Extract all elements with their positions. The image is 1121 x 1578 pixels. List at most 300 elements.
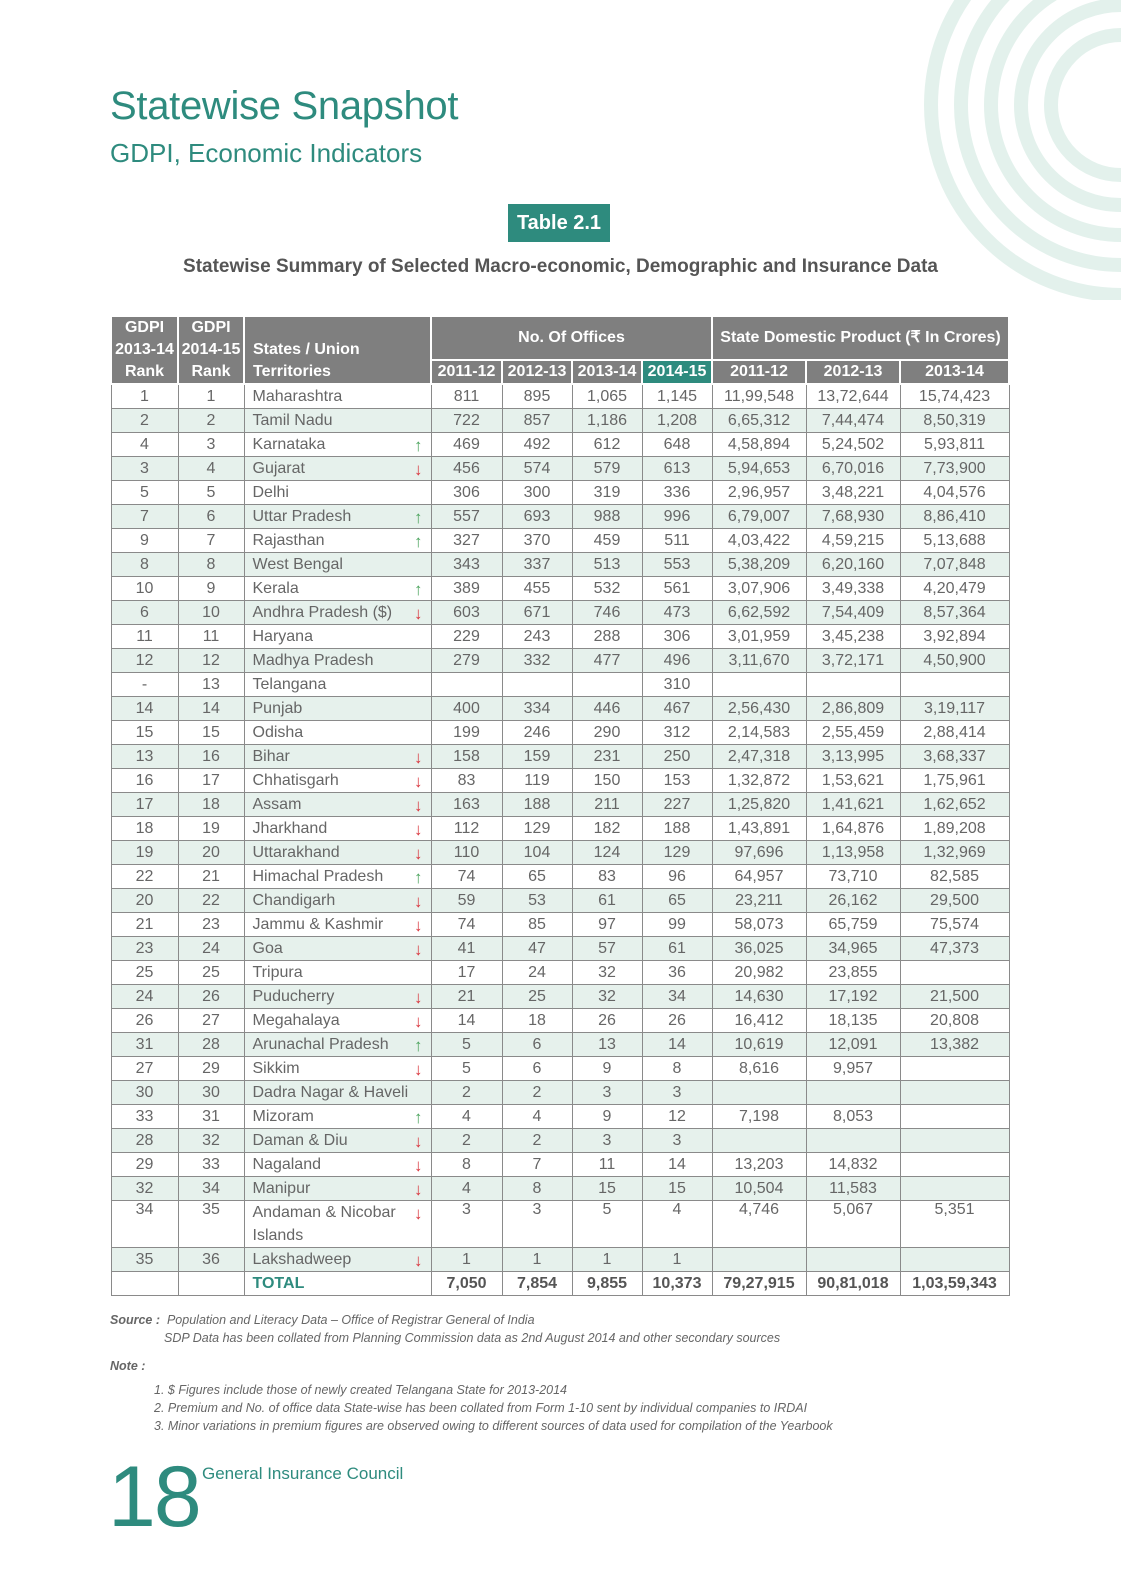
statewise-summary-table — [110, 315, 1010, 1296]
state-name: Chhatisgarh — [252, 772, 339, 789]
state-name: Telangana — [252, 676, 327, 693]
sdp-2011-12-cell: 8,616 — [712, 1057, 806, 1081]
rank-up-arrow-icon: ↑ — [414, 436, 423, 455]
offices-2013-14-cell: 150 — [572, 769, 642, 793]
offices-2014-15-cell: 3 — [642, 1081, 712, 1105]
state-name: Sikkim — [252, 1060, 300, 1077]
sdp-2011-12-cell: 2,14,583 — [712, 721, 806, 745]
rank-2014-15-cell: 36 — [178, 1248, 244, 1272]
rank-2014-15-cell: 18 — [178, 793, 244, 817]
rank-2013-14-cell: 7 — [111, 505, 178, 529]
rank-down-arrow-icon: ↓ — [414, 748, 423, 767]
offices-2012-13-cell: 7 — [502, 1153, 572, 1177]
sdp-2011-12-cell: 4,58,894 — [712, 433, 806, 457]
rank-2014-15-cell: 6 — [178, 505, 244, 529]
offices-2013-14-cell: 124 — [572, 841, 642, 865]
rank-2014-15-cell: 32 — [178, 1129, 244, 1153]
offices-2014-15-cell: 188 — [642, 817, 712, 841]
offices-2012-13-cell: 65 — [502, 865, 572, 889]
sdp-2012-13-cell — [806, 1081, 900, 1105]
state-name: Arunachal Pradesh — [252, 1036, 389, 1053]
state-name-cell — [244, 625, 431, 649]
rank-2013-14-cell: 23 — [111, 937, 178, 961]
state-name-cell — [244, 1153, 431, 1177]
offices-2012-13-cell: 243 — [502, 625, 572, 649]
offices-2013-14-cell: 97 — [572, 913, 642, 937]
offices-2013-14-cell: 1 — [572, 1248, 642, 1272]
sdp-2013-14-cell: 29,500 — [900, 889, 1009, 913]
rank-2013-14-cell: 13 — [111, 745, 178, 769]
offices-2014-15-cell: 96 — [642, 865, 712, 889]
offices-2013-14-cell: 446 — [572, 697, 642, 721]
offices-2012-13-cell: 671 — [502, 601, 572, 625]
rank-2013-14-cell: 8 — [111, 553, 178, 577]
sdp-2012-13-cell — [806, 673, 900, 697]
sdp-2012-13-cell: 5,24,502 — [806, 433, 900, 457]
sdp-2012-13-cell: 12,091 — [806, 1033, 900, 1057]
offices-2014-15-cell: 306 — [642, 625, 712, 649]
sdp-2013-14-cell: 20,808 — [900, 1009, 1009, 1033]
offices-2014-15-cell: 312 — [642, 721, 712, 745]
sdp-2012-13-cell: 3,45,238 — [806, 625, 900, 649]
rank-2013-14-cell: 17 — [111, 793, 178, 817]
rank-2014-15-cell: 7 — [178, 529, 244, 553]
offices-2012-13-cell: 53 — [502, 889, 572, 913]
sdp-2012-13-cell: 1,13,958 — [806, 841, 900, 865]
offices-2013-14-cell — [572, 673, 642, 697]
offices-2013-14-cell: 1,065 — [572, 384, 642, 409]
table-row — [111, 529, 1009, 553]
offices-2014-15-cell: 648 — [642, 433, 712, 457]
table-row — [111, 1105, 1009, 1129]
rank-2013-14-cell: 34 — [111, 1201, 178, 1248]
sdp-2013-14-cell: 21,500 — [900, 985, 1009, 1009]
total-empty-cell — [111, 1272, 178, 1296]
sdp-2011-12-cell — [712, 1129, 806, 1153]
offices-2014-15-cell: 12 — [642, 1105, 712, 1129]
offices-2011-12-cell: 112 — [431, 817, 502, 841]
offices-2012-13-cell: 2 — [502, 1081, 572, 1105]
offices-2014-15-cell: 336 — [642, 481, 712, 505]
table-row — [111, 409, 1009, 433]
offices-2012-13-cell: 455 — [502, 577, 572, 601]
state-name-cell — [244, 889, 431, 913]
sdp-2013-14-cell — [900, 1057, 1009, 1081]
sdp-2012-13-cell: 2,86,809 — [806, 697, 900, 721]
offices-2014-15-cell: 1,145 — [642, 384, 712, 409]
offices-2014-15-cell: 14 — [642, 1153, 712, 1177]
rank-down-arrow-icon: ↓ — [414, 820, 423, 839]
state-name-cell — [244, 817, 431, 841]
state-name-cell — [244, 1057, 431, 1081]
table-row — [111, 1129, 1009, 1153]
offices-2013-14-cell: 32 — [572, 961, 642, 985]
rank-2013-14-cell: 19 — [111, 841, 178, 865]
table-caption: Statewise Summary of Selected Macro-economic, Demographic and Insurance Data — [183, 256, 938, 277]
offices-2013-14-cell: 211 — [572, 793, 642, 817]
state-name: Odisha — [252, 724, 304, 741]
offices-2013-14-cell: 5 — [572, 1201, 642, 1248]
table-row — [111, 577, 1009, 601]
sdp-2011-12-cell: 5,94,653 — [712, 457, 806, 481]
state-name-cell — [244, 433, 431, 457]
offices-2014-15-cell: 15 — [642, 1177, 712, 1201]
state-name-cell — [244, 1201, 431, 1248]
table-row — [111, 384, 1009, 409]
sdp-2013-14-cell: 1,75,961 — [900, 769, 1009, 793]
offices-2011-12-cell: 59 — [431, 889, 502, 913]
rank-2013-14-cell: 27 — [111, 1057, 178, 1081]
total-label: TOTAL — [244, 1272, 431, 1296]
rank-up-arrow-icon: ↑ — [414, 508, 423, 527]
sdp-2013-14-cell: 82,585 — [900, 865, 1009, 889]
table-row — [111, 1081, 1009, 1105]
sdp-2013-14-cell — [900, 673, 1009, 697]
table-row — [111, 1177, 1009, 1201]
rank-2013-14-cell: 18 — [111, 817, 178, 841]
sdp-2013-14-cell — [900, 1177, 1009, 1201]
sdp-2013-14-cell: 3,19,117 — [900, 697, 1009, 721]
footnotes — [110, 1357, 833, 1435]
sdp-2013-14-cell — [900, 1248, 1009, 1272]
header-offices-2012-13: 2012-13 — [502, 360, 572, 384]
sdp-2013-14-cell: 3,92,894 — [900, 625, 1009, 649]
total-cell: 9,855 — [572, 1272, 642, 1296]
offices-2012-13-cell: 332 — [502, 649, 572, 673]
sdp-2011-12-cell: 2,56,430 — [712, 697, 806, 721]
sdp-2011-12-cell: 6,79,007 — [712, 505, 806, 529]
rank-2013-14-cell: 16 — [111, 769, 178, 793]
rank-2014-15-cell: 9 — [178, 577, 244, 601]
state-name-cell — [244, 457, 431, 481]
offices-2012-13-cell: 857 — [502, 409, 572, 433]
offices-2014-15-cell: 129 — [642, 841, 712, 865]
offices-2012-13-cell: 492 — [502, 433, 572, 457]
offices-2014-15-cell: 613 — [642, 457, 712, 481]
sdp-2011-12-cell: 3,11,670 — [712, 649, 806, 673]
state-name: Rajasthan — [252, 532, 325, 549]
offices-2012-13-cell: 24 — [502, 961, 572, 985]
state-name-cell — [244, 1081, 431, 1105]
table-row — [111, 673, 1009, 697]
state-name: Andaman & Nicobar Islands — [252, 1204, 396, 1244]
rank-2014-15-cell: 21 — [178, 865, 244, 889]
sdp-2011-12-cell: 36,025 — [712, 937, 806, 961]
offices-2011-12-cell: 1 — [431, 1248, 502, 1272]
sdp-2012-13-cell: 73,710 — [806, 865, 900, 889]
state-name: Maharashtra — [252, 388, 343, 405]
rank-2014-15-cell: 22 — [178, 889, 244, 913]
page-number: 18 — [108, 1449, 200, 1545]
total-cell: 79,27,915 — [712, 1272, 806, 1296]
offices-2013-14-cell: 83 — [572, 865, 642, 889]
offices-2014-15-cell: 153 — [642, 769, 712, 793]
rank-down-arrow-icon: ↓ — [414, 460, 423, 479]
state-name-cell — [244, 769, 431, 793]
sdp-2011-12-cell: 10,504 — [712, 1177, 806, 1201]
sdp-2013-14-cell — [900, 1105, 1009, 1129]
state-name: Uttarakhand — [252, 844, 340, 861]
offices-2014-15-cell: 1 — [642, 1248, 712, 1272]
table-row — [111, 625, 1009, 649]
state-name: Karnataka — [252, 436, 326, 453]
offices-2011-12-cell: 279 — [431, 649, 502, 673]
rank-down-arrow-icon: ↓ — [414, 916, 423, 935]
sdp-2012-13-cell: 2,55,459 — [806, 721, 900, 745]
sdp-2013-14-cell: 4,20,479 — [900, 577, 1009, 601]
offices-2011-12-cell: 41 — [431, 937, 502, 961]
offices-2011-12-cell: 603 — [431, 601, 502, 625]
rank-up-arrow-icon: ↑ — [414, 868, 423, 887]
table-row — [111, 889, 1009, 913]
rank-down-arrow-icon: ↓ — [414, 604, 423, 623]
state-name-cell — [244, 505, 431, 529]
sdp-2012-13-cell: 3,49,338 — [806, 577, 900, 601]
offices-2013-14-cell: 532 — [572, 577, 642, 601]
sdp-2012-13-cell: 7,44,474 — [806, 409, 900, 433]
offices-2014-15-cell: 250 — [642, 745, 712, 769]
sdp-2012-13-cell: 1,53,621 — [806, 769, 900, 793]
state-name: Punjab — [252, 700, 303, 717]
header-no-of-offices: No. Of Offices — [431, 316, 712, 360]
offices-2013-14-cell: 513 — [572, 553, 642, 577]
state-name: West Bengal — [252, 556, 343, 573]
table-row — [111, 1057, 1009, 1081]
offices-2011-12-cell: 400 — [431, 697, 502, 721]
state-name: Madhya Pradesh — [252, 652, 374, 669]
state-name-cell — [244, 673, 431, 697]
offices-2012-13-cell: 6 — [502, 1033, 572, 1057]
note-item: 2. Premium and No. of office data State-wise has been collated from Form 1-10 sent by individual companies to IRDAI — [154, 1401, 808, 1415]
offices-2013-14-cell: 459 — [572, 529, 642, 553]
rank-down-arrow-icon: ↓ — [414, 1132, 423, 1151]
offices-2011-12-cell: 74 — [431, 913, 502, 937]
total-cell: 1,03,59,343 — [900, 1272, 1009, 1296]
offices-2011-12-cell: 4 — [431, 1105, 502, 1129]
offices-2012-13-cell: 119 — [502, 769, 572, 793]
offices-2011-12-cell: 110 — [431, 841, 502, 865]
offices-2014-15-cell: 473 — [642, 601, 712, 625]
offices-2014-15-cell: 65 — [642, 889, 712, 913]
sdp-2012-13-cell: 34,965 — [806, 937, 900, 961]
sdp-2011-12-cell: 3,01,959 — [712, 625, 806, 649]
sdp-2013-14-cell — [900, 1129, 1009, 1153]
page-title: Statewise Snapshot — [110, 84, 459, 128]
rank-down-arrow-icon: ↓ — [414, 1156, 423, 1175]
rank-2013-14-cell: 4 — [111, 433, 178, 457]
offices-2012-13-cell: 895 — [502, 384, 572, 409]
sdp-2011-12-cell: 2,96,957 — [712, 481, 806, 505]
rank-2013-14-cell: 3 — [111, 457, 178, 481]
rank-2014-15-cell: 13 — [178, 673, 244, 697]
rank-down-arrow-icon: ↓ — [414, 1180, 423, 1199]
sdp-2011-12-cell: 20,982 — [712, 961, 806, 985]
table-row — [111, 793, 1009, 817]
sdp-2012-13-cell: 13,72,644 — [806, 384, 900, 409]
offices-2011-12-cell: 5 — [431, 1057, 502, 1081]
sdp-2013-14-cell: 3,68,337 — [900, 745, 1009, 769]
rank-up-arrow-icon: ↑ — [414, 532, 423, 551]
rank-down-arrow-icon: ↓ — [414, 988, 423, 1007]
offices-2011-12-cell: 21 — [431, 985, 502, 1009]
sdp-2011-12-cell: 4,746 — [712, 1201, 806, 1248]
header-offices-2014-15: 2014-15 — [642, 360, 712, 384]
sdp-2012-13-cell: 11,583 — [806, 1177, 900, 1201]
offices-2012-13-cell: 2 — [502, 1129, 572, 1153]
sdp-2012-13-cell: 26,162 — [806, 889, 900, 913]
offices-2013-14-cell: 290 — [572, 721, 642, 745]
rank-2013-14-cell: 6 — [111, 601, 178, 625]
offices-2011-12-cell: 811 — [431, 384, 502, 409]
offices-2012-13-cell: 574 — [502, 457, 572, 481]
total-empty-cell — [178, 1272, 244, 1296]
offices-2012-13-cell: 337 — [502, 553, 572, 577]
rank-down-arrow-icon: ↓ — [414, 844, 423, 863]
state-name-cell — [244, 1177, 431, 1201]
offices-2012-13-cell: 85 — [502, 913, 572, 937]
offices-2012-13-cell: 3 — [502, 1201, 572, 1248]
offices-2012-13-cell: 104 — [502, 841, 572, 865]
rank-2014-15-cell: 5 — [178, 481, 244, 505]
table-row — [111, 1033, 1009, 1057]
rank-2014-15-cell: 11 — [178, 625, 244, 649]
sdp-2011-12-cell — [712, 1081, 806, 1105]
rank-down-arrow-icon: ↓ — [414, 1012, 423, 1031]
offices-2013-14-cell: 26 — [572, 1009, 642, 1033]
offices-2014-15-cell: 61 — [642, 937, 712, 961]
state-name: Lakshadweep — [252, 1251, 352, 1268]
offices-2013-14-cell: 61 — [572, 889, 642, 913]
table-row — [111, 1248, 1009, 1272]
rank-2014-15-cell: 8 — [178, 553, 244, 577]
state-name: Manipur — [252, 1180, 311, 1197]
state-name-cell — [244, 865, 431, 889]
note-item: 1. $ Figures include those of newly created Telangana State for 2013-2014 — [154, 1383, 568, 1397]
sdp-2013-14-cell: 13,382 — [900, 1033, 1009, 1057]
offices-2011-12-cell: 469 — [431, 433, 502, 457]
state-name-cell — [244, 601, 431, 625]
header-sdp-2012-13: 2012-13 — [806, 360, 900, 384]
rank-2013-14-cell: 1 — [111, 384, 178, 409]
header-offices-2011-12: 2011-12 — [431, 360, 502, 384]
sdp-2012-13-cell: 6,20,160 — [806, 553, 900, 577]
rank-2014-15-cell: 14 — [178, 697, 244, 721]
table-row — [111, 817, 1009, 841]
sdp-2011-12-cell: 11,99,548 — [712, 384, 806, 409]
offices-2014-15-cell: 561 — [642, 577, 712, 601]
sdp-2012-13-cell: 3,72,171 — [806, 649, 900, 673]
offices-2013-14-cell: 3 — [572, 1129, 642, 1153]
sdp-2013-14-cell: 8,86,410 — [900, 505, 1009, 529]
offices-2011-12-cell: 456 — [431, 457, 502, 481]
table-row — [111, 457, 1009, 481]
state-name-cell — [244, 793, 431, 817]
sdp-2013-14-cell: 2,88,414 — [900, 721, 1009, 745]
rank-up-arrow-icon: ↑ — [414, 1036, 423, 1055]
state-name: Delhi — [252, 484, 289, 501]
rank-2013-14-cell: 30 — [111, 1081, 178, 1105]
rank-2013-14-cell: 26 — [111, 1009, 178, 1033]
sdp-2012-13-cell: 14,832 — [806, 1153, 900, 1177]
sdp-2013-14-cell: 8,57,364 — [900, 601, 1009, 625]
sdp-2013-14-cell: 15,74,423 — [900, 384, 1009, 409]
offices-2013-14-cell: 13 — [572, 1033, 642, 1057]
rank-2014-15-cell: 23 — [178, 913, 244, 937]
state-name: Gujarat — [252, 460, 305, 477]
state-name-cell — [244, 481, 431, 505]
offices-2012-13-cell: 8 — [502, 1177, 572, 1201]
sdp-2013-14-cell: 1,89,208 — [900, 817, 1009, 841]
offices-2013-14-cell: 612 — [572, 433, 642, 457]
sdp-2013-14-cell: 8,50,319 — [900, 409, 1009, 433]
offices-2014-15-cell: 511 — [642, 529, 712, 553]
header-gdpi-rank-2013-14: GDPI 2013-14 Rank — [111, 316, 178, 384]
offices-2012-13-cell: 1 — [502, 1248, 572, 1272]
offices-2012-13-cell: 693 — [502, 505, 572, 529]
sdp-2012-13-cell: 7,54,409 — [806, 601, 900, 625]
state-name: Bihar — [252, 748, 290, 765]
sdp-2011-12-cell: 7,198 — [712, 1105, 806, 1129]
rank-2014-15-cell: 31 — [178, 1105, 244, 1129]
note-item: 3. Minor variations in premium figures are observed owing to different sources of data used for compilation of the Yearbook — [154, 1419, 833, 1433]
sdp-2012-13-cell: 1,41,621 — [806, 793, 900, 817]
offices-2014-15-cell: 996 — [642, 505, 712, 529]
sdp-2012-13-cell: 5,067 — [806, 1201, 900, 1248]
table-row — [111, 865, 1009, 889]
offices-2013-14-cell: 3 — [572, 1081, 642, 1105]
rank-2013-14-cell: 25 — [111, 961, 178, 985]
state-name: Chandigarh — [252, 892, 336, 909]
table-row — [111, 505, 1009, 529]
state-name-cell — [244, 649, 431, 673]
offices-2012-13-cell — [502, 673, 572, 697]
state-name-cell — [244, 384, 431, 409]
offices-2013-14-cell: 319 — [572, 481, 642, 505]
rank-2013-14-cell: 31 — [111, 1033, 178, 1057]
rank-2013-14-cell: 5 — [111, 481, 178, 505]
sdp-2011-12-cell: 1,25,820 — [712, 793, 806, 817]
source-line-1: Population and Literacy Data – Office of Registrar General of India — [166, 1313, 535, 1327]
total-row — [111, 1272, 1009, 1296]
note-label: Note : — [110, 1359, 146, 1373]
sdp-2011-12-cell — [712, 1248, 806, 1272]
offices-2012-13-cell: 6 — [502, 1057, 572, 1081]
total-cell: 90,81,018 — [806, 1272, 900, 1296]
rank-2014-15-cell: 2 — [178, 409, 244, 433]
state-name-cell — [244, 721, 431, 745]
state-name-cell — [244, 697, 431, 721]
offices-2012-13-cell: 246 — [502, 721, 572, 745]
state-name: Daman & Diu — [252, 1132, 348, 1149]
state-name-cell — [244, 745, 431, 769]
sdp-2011-12-cell: 58,073 — [712, 913, 806, 937]
sdp-2013-14-cell — [900, 1081, 1009, 1105]
page-subtitle: GDPI, Economic Indicators — [110, 138, 423, 168]
offices-2011-12-cell: 306 — [431, 481, 502, 505]
state-name-cell — [244, 841, 431, 865]
offices-2014-15-cell: 34 — [642, 985, 712, 1009]
rank-2013-14-cell: 12 — [111, 649, 178, 673]
sdp-2012-13-cell: 1,64,876 — [806, 817, 900, 841]
state-name: Tamil Nadu — [252, 412, 333, 429]
offices-2014-15-cell: 3 — [642, 1129, 712, 1153]
sdp-2011-12-cell: 14,630 — [712, 985, 806, 1009]
state-name-cell — [244, 961, 431, 985]
sdp-2013-14-cell: 1,32,969 — [900, 841, 1009, 865]
table-row — [111, 721, 1009, 745]
offices-2011-12-cell: 163 — [431, 793, 502, 817]
state-name: Mizoram — [252, 1108, 314, 1125]
